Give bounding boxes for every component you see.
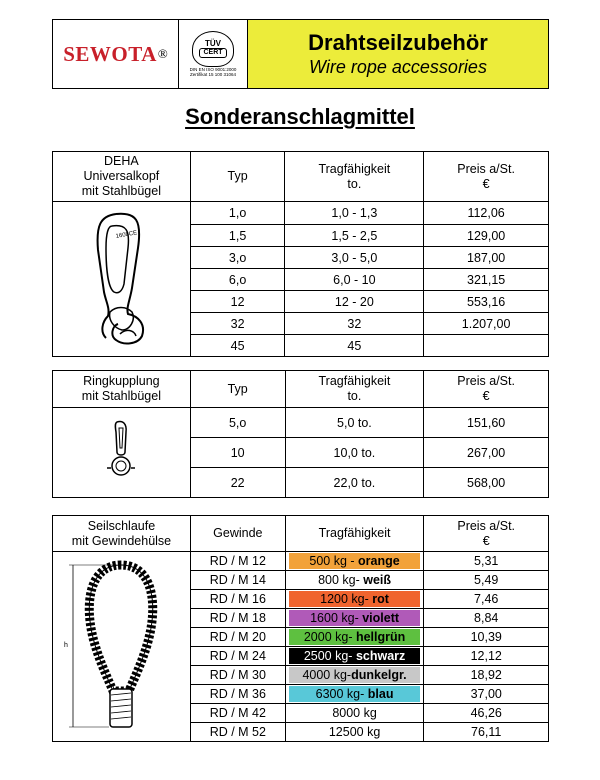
color-swatch (289, 705, 421, 721)
load-value: 12500 kg (328, 725, 381, 739)
thread-cell: RD / M 30 (190, 666, 285, 685)
load-cell (285, 609, 424, 628)
table-row (53, 408, 549, 438)
thread-cell: RD / M 52 (190, 723, 285, 742)
price-cell: 7,46 (424, 590, 549, 609)
load-cell (285, 647, 424, 666)
typ-cell: 1,o (190, 202, 285, 225)
typ-cell: 45 (190, 335, 285, 357)
color-name: dunkelgr. (351, 668, 407, 682)
col-load: Tragfähigkeit to. (285, 152, 424, 202)
thread-cell: RD / M 42 (190, 704, 285, 723)
price-cell: 568,00 (424, 468, 549, 498)
color-name: orange (358, 554, 400, 568)
col-load: Tragfähigkeit (285, 516, 424, 552)
load-cell (285, 552, 424, 571)
load-value: 4000 kg- (302, 668, 352, 682)
col-typ: Typ (190, 152, 285, 202)
typ-cell: 1,5 (190, 225, 285, 247)
table-row (53, 552, 549, 571)
cert-mid-text: CERT (199, 48, 226, 58)
load-cell: 1,0 - 1,3 (285, 202, 424, 225)
load-cell (285, 590, 424, 609)
color-swatch (289, 629, 421, 645)
typ-cell: 12 (190, 291, 285, 313)
deha-hook-illustration-icon (86, 208, 156, 348)
price-cell: 151,60 (424, 408, 549, 438)
typ-cell: 3,o (190, 247, 285, 269)
price-cell: 187,00 (424, 247, 549, 269)
color-name: blau (367, 687, 394, 701)
col-thread: Gewinde (190, 516, 285, 552)
price-cell: 10,39 (424, 628, 549, 647)
load-value: 2000 kg- (303, 630, 356, 644)
color-name: weiß (363, 573, 392, 587)
product-label: DEHA Universalkopf mit Stahlbügel (53, 152, 191, 202)
color-swatch (289, 553, 421, 569)
product-label: Ringkupplung mit Stahlbügel (53, 371, 191, 408)
col-load: Tragfähigkeit to. (285, 371, 424, 408)
price-cell: 8,84 (424, 609, 549, 628)
color-swatch (289, 724, 421, 740)
price-cell: 321,15 (424, 269, 549, 291)
color-swatch (289, 648, 421, 664)
color-name: schwarz (355, 649, 406, 663)
load-cell: 1,5 - 2,5 (285, 225, 424, 247)
load-cell (285, 723, 424, 742)
col-typ: Typ (190, 371, 285, 408)
cert-number: Zertifikat 15 100 31064 (189, 72, 237, 77)
color-swatch (289, 610, 421, 626)
seilschlaufe-table (52, 515, 549, 742)
load-value: 8000 kg (332, 706, 377, 720)
load-cell: 6,0 - 10 (285, 269, 424, 291)
header-title-de: Drahtseilzubehör (308, 30, 488, 55)
thread-cell: RD / M 14 (190, 571, 285, 590)
load-cell (285, 571, 424, 590)
price-cell: 5,31 (424, 552, 549, 571)
page-title: Sonderanschlagmittel (185, 104, 415, 129)
tuv-cert-badge-icon (179, 20, 248, 88)
col-price: Preis a/St. € (424, 371, 549, 408)
load-cell: 22,0 to. (285, 468, 424, 498)
thread-cell: RD / M 20 (190, 628, 285, 647)
load-cell: 45 (285, 335, 424, 357)
price-cell: 12,12 (424, 647, 549, 666)
color-name: hellgrün (355, 630, 406, 644)
svg-text:1608CE: 1608CE (115, 229, 139, 240)
typ-cell: 10 (190, 438, 285, 468)
col-price: Preis a/St. € (424, 516, 549, 552)
col-price: Preis a/St. € (424, 152, 549, 202)
loop-image-cell (53, 552, 191, 742)
ring-coupling-illustration-icon (101, 416, 141, 486)
header-title-en: Wire rope accessories (309, 57, 487, 77)
load-cell: 10,0 to. (285, 438, 424, 468)
table-row (53, 202, 549, 225)
load-value: 2500 kg- (303, 649, 356, 663)
deha-image-cell (53, 202, 191, 357)
cert-seal (192, 31, 234, 67)
cert-norm: DIN EN ISO 9001:2000 (189, 66, 237, 72)
ringkupplung-table (52, 370, 549, 498)
ring-image-cell (53, 408, 191, 498)
load-cell: 3,0 - 5,0 (285, 247, 424, 269)
price-cell: 18,92 (424, 666, 549, 685)
table-header-row (53, 516, 549, 552)
wire-rope-loop-illustration-icon (61, 555, 181, 735)
price-cell: 1.207,00 (424, 313, 549, 335)
load-cell: 12 - 20 (285, 291, 424, 313)
color-name: rot (372, 592, 389, 606)
load-cell (285, 704, 424, 723)
load-value: 1600 kg- (310, 611, 363, 625)
header-title-box (248, 20, 548, 88)
price-cell: 76,11 (424, 723, 549, 742)
price-cell: 5,49 (424, 571, 549, 590)
load-cell (285, 685, 424, 704)
typ-cell: 32 (190, 313, 285, 335)
thread-cell: RD / M 12 (190, 552, 285, 571)
color-swatch (289, 572, 421, 588)
table-header-row (53, 371, 549, 408)
price-cell (424, 335, 549, 357)
product-label: Seilschlaufe mit Gewindehülse (53, 516, 191, 552)
load-cell (285, 666, 424, 685)
load-value: 6300 kg- (315, 687, 368, 701)
table-header-row (53, 152, 549, 202)
load-cell: 32 (285, 313, 424, 335)
cert-top-text: TÜV (205, 39, 221, 48)
color-swatch (289, 591, 421, 607)
price-cell: 553,16 (424, 291, 549, 313)
header-banner (52, 19, 549, 89)
price-cell: 46,26 (424, 704, 549, 723)
load-value: 1200 kg- (320, 592, 373, 606)
thread-cell: RD / M 24 (190, 647, 285, 666)
price-cell: 37,00 (424, 685, 549, 704)
typ-cell: 5,o (190, 408, 285, 438)
load-cell (285, 628, 424, 647)
price-cell: 112,06 (424, 202, 549, 225)
brand-name: SEWOTA (63, 41, 157, 66)
registered-mark: ® (157, 46, 168, 61)
price-cell: 267,00 (424, 438, 549, 468)
deha-table (52, 151, 549, 357)
color-swatch (289, 667, 421, 683)
load-cell: 5,0 to. (285, 408, 424, 438)
color-swatch (289, 686, 421, 702)
thread-cell: RD / M 16 (190, 590, 285, 609)
thread-cell: RD / M 36 (190, 685, 285, 704)
thread-cell: RD / M 18 (190, 609, 285, 628)
price-cell: 129,00 (424, 225, 549, 247)
color-name: violett (362, 611, 400, 625)
svg-text:h: h (64, 642, 69, 649)
typ-cell: 6,o (190, 269, 285, 291)
load-value: 800 kg- (318, 573, 364, 587)
brand-logo (53, 20, 179, 88)
typ-cell: 22 (190, 468, 285, 498)
load-value: 500 kg - (309, 554, 359, 568)
